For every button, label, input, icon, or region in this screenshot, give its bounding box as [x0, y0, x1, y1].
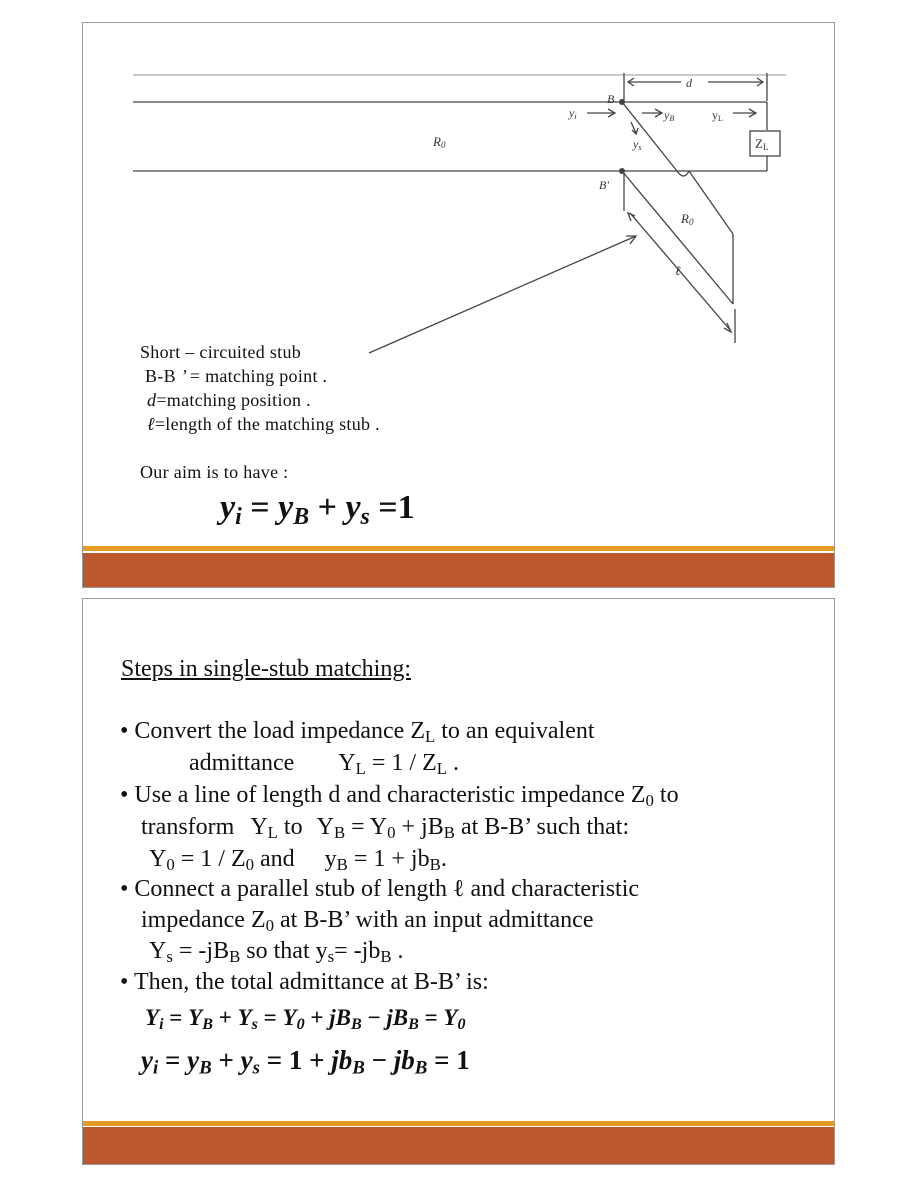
admittance-equation-y: [141, 1045, 470, 1080]
eq-operator: +: [212, 1005, 238, 1030]
eq-symbol: jb: [393, 1045, 415, 1075]
step-3-line-2: impedance $Z_0$ at B-B’ with an input admittance: [141, 907, 594, 936]
step-1-line-2: admittance $Y_L = 1 / Z_L$ .: [189, 750, 460, 779]
step-2-line-3: $Y_0 = 1 / Z_0$ and $y_B = 1 + jb_B$.: [149, 846, 447, 875]
label-R0-stub: R0: [681, 211, 694, 227]
eq-symbol: Y: [237, 1005, 252, 1030]
label-yB: yB: [664, 108, 675, 123]
slide-1: [82, 22, 835, 588]
eq-operator: =: [257, 1005, 283, 1030]
eq-symbol: y: [187, 1045, 200, 1075]
slide-2: [82, 598, 835, 1165]
step-2-line-1: • Use a line of length d and characteristic impedance $Z_0$ to: [120, 782, 679, 811]
eq-operator: +: [211, 1045, 241, 1075]
eq-operator: =: [163, 1005, 189, 1030]
eq-operator: +: [302, 1045, 332, 1075]
label-B-prime: B': [599, 178, 609, 192]
step-3-line-1: • Connect a parallel stub of length ℓ and characteristic: [120, 876, 640, 902]
eq-symbol: jB: [329, 1005, 351, 1030]
stub-caption: Short – circuited stub: [140, 342, 302, 362]
admittance-equation-Y: [145, 1005, 466, 1034]
step-4-line-1: • Then, the total admittance at B-B’ is:: [120, 969, 489, 995]
bb-definition: B-B ’ = matching point .: [145, 366, 328, 386]
footer-band: [83, 1127, 834, 1165]
label-ZL: ZL: [755, 136, 769, 152]
label-yi: yi: [569, 106, 577, 121]
eq-subscript: i: [152, 1057, 159, 1079]
step-2-line-2: transform $Y_L$ to $Y_B = Y_0 + jB_B$ at B-B’ such that:: [141, 814, 630, 843]
eq-subscript: s: [251, 1016, 258, 1034]
footer-accent-line: [83, 1121, 834, 1126]
eq-operator: 1: [456, 1045, 470, 1075]
eq-symbol: Y: [282, 1005, 297, 1030]
label-ys: ys: [633, 137, 642, 152]
eq-operator: =: [259, 1045, 289, 1075]
label-ell: ℓ: [675, 263, 681, 278]
eq-operator: =: [427, 1045, 457, 1075]
stub-matching-diagram: [83, 23, 835, 363]
step-1-line-1: • Convert the load impedance $Z_L$ to an equivalent: [120, 718, 595, 747]
l-definition: ℓ=length of the matching stub .: [147, 414, 380, 434]
eq-operator: −: [361, 1005, 387, 1030]
node-B-prime: [619, 168, 625, 174]
d-definition: d=matching position .: [147, 390, 311, 410]
eq-subscript: B: [199, 1057, 212, 1079]
eq-symbol: Y: [443, 1005, 458, 1030]
aim-equation: $y_i = y_B + y_s =1$: [220, 489, 415, 530]
eq-subscript: B: [202, 1016, 213, 1034]
step-3-line-3: $Y_s = -jB_B$ so that $y_s= -jb_B$ .: [149, 938, 404, 967]
eq-operator: −: [364, 1045, 394, 1075]
eq-symbol: y: [240, 1045, 253, 1075]
eq-subscript: B: [352, 1057, 365, 1079]
eq-symbol: y: [141, 1045, 153, 1075]
eq-symbol: jB: [386, 1005, 409, 1030]
footer-accent-line: [83, 546, 834, 551]
eq-symbol: jb: [331, 1045, 353, 1075]
eq-subscript: 0: [296, 1016, 305, 1034]
eq-operator: =: [418, 1005, 444, 1030]
eq-subscript: B: [408, 1016, 419, 1034]
eq-operator: +: [304, 1005, 330, 1030]
eq-operator: 1: [288, 1045, 303, 1075]
eq-symbol: Y: [145, 1005, 160, 1030]
eq-subscript: i: [159, 1016, 164, 1034]
node-B: [619, 99, 625, 105]
eq-subscript: 0: [457, 1016, 466, 1034]
label-yL: yL: [712, 108, 723, 123]
steps-heading: Steps in single-stub matching:: [121, 656, 411, 682]
eq-operator: =: [158, 1045, 188, 1075]
aim-text: Our aim is to have :: [140, 462, 289, 482]
eq-subscript: s: [252, 1057, 260, 1079]
eq-symbol: Y: [188, 1005, 203, 1030]
label-B: B: [607, 92, 615, 106]
eq-subscript: B: [350, 1016, 362, 1034]
label-R0-line: R0: [433, 134, 446, 150]
eq-subscript: B: [414, 1057, 428, 1079]
footer-band: [83, 553, 834, 588]
label-d: d: [686, 76, 692, 90]
